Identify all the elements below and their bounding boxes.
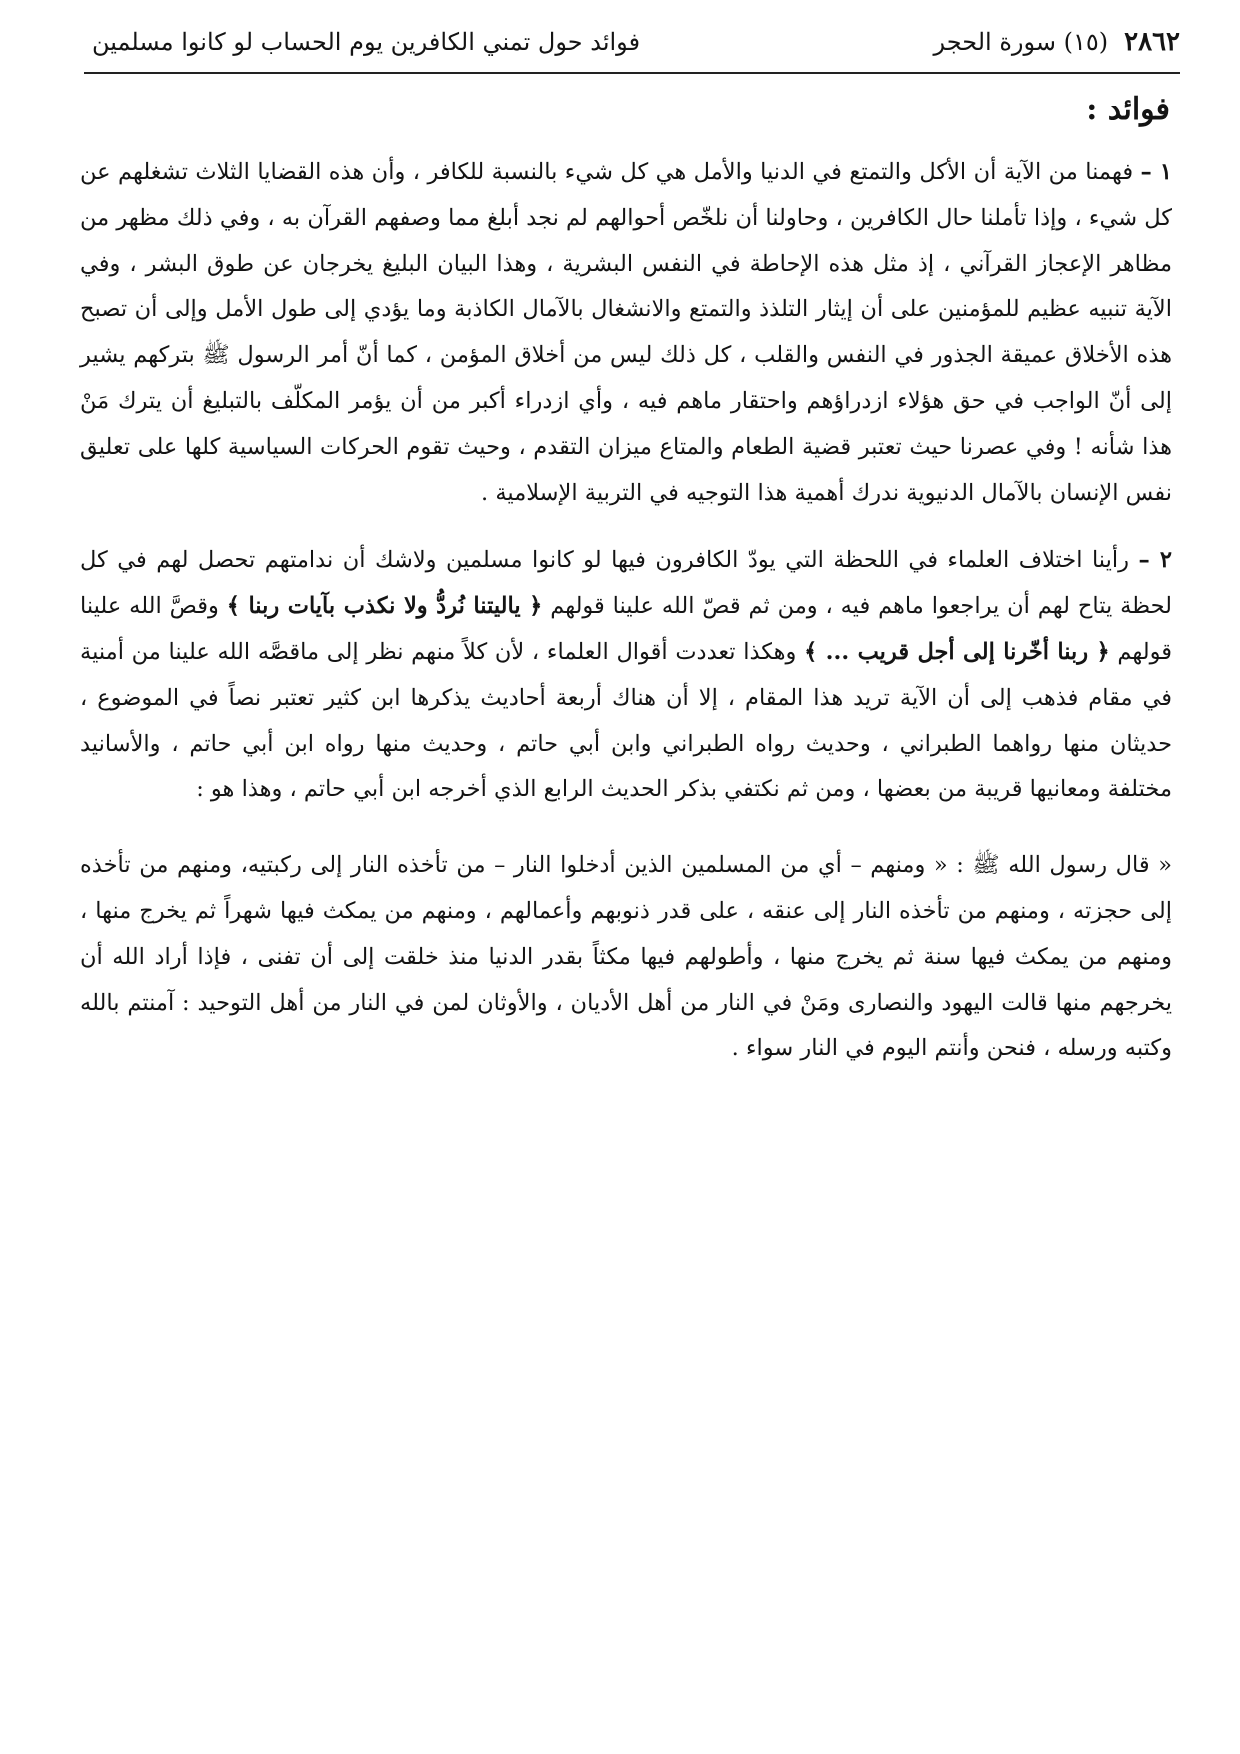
hadith-paragraph bbox=[80, 843, 1172, 1072]
surah-name: (١٥) سورة الحجر bbox=[933, 28, 1109, 56]
paragraph-text: وهكذا تعددت أقوال العلماء ، لأن كلاً منهم نظر إلى ماقصَّه الله علينا من أمنية في مقام فذهب إلى أن الآية تريد هذا المقام ، إلا أن هناك أربعة أحاديث يذكرها ابن كثير تعتبر نصاً في الموضوع ، حديثان منها رواهما الطبراني ، وحديث رواه الطبراني وابن أبي حاتم ، وحديث منها رواه ابن أبي حاتم ، والأسانيد مختلفة ومعانيها قريبة من بعضها ، ومن ثم نكتفي بذكر الحديث الرابع الذي أخرجه ابن أبي حاتم ، وهذا هو : bbox=[80, 638, 1172, 803]
paragraph-number: ١ – bbox=[1140, 159, 1172, 185]
quran-quote: ﴿ ربنا أخّرنا إلى أجل قريب ... ﴾ bbox=[804, 638, 1110, 665]
page-number: ٢٨٦٢ bbox=[1124, 27, 1180, 57]
paragraph-text: فهمنا من الآية أن الأكل والتمتع في الدنيا والأمل هي كل شيء بالنسبة للكافر ، وأن هذه القضايا الثلاث تشغلهم عن كل شيء ، وإذا تأملنا حال الكافرين ، وحاولنا أن نلخّص أحوالهم لم نجد أبلغ مما وصفهم القرآن به ، وفي ذلك مظهر من مظاهر الإعجاز القرآني ، إذ مثل هذه الإحاطة في النفس البشرية ، وهذا البيان البليغ يخرجان عن طوق البشر ، وفي الآية تنبيه عظيم للمؤمنين على أن إيثار التلذذ والتمتع والانشغال بالآمال الكاذبة وما يؤدي إلى طول الأمل وإلى أن تصبح هذه الأخلاق عميقة الجذور في النفس والقلب ، كل ذلك ليس من أخلاق المؤمن ، كما أنّ أمر الرسول ﷺ بتركهم يشير إلى أنّ الواجب في حق هؤلاء ازدراؤهم واحتقار ماهم فيه ، وأي ازدراء أكبر من أن يؤمر المكلّف بالتبليغ أن يترك مَنْ هذا شأنه ! وفي عصرنا حيث تعتبر قضية الطعام والمتاع ميزان التقدم ، وحيث تقوم الحركات السياسية كلها على تعليق نفس الإنسان بالآمال الدنيوية ندرك أهمية هذا التوجيه في التربية الإسلامية . bbox=[80, 159, 1172, 506]
header-topic: فوائد حول تمني الكافرين يوم الحساب لو كانوا مسلمين bbox=[92, 28, 641, 56]
hadith-text: « قال رسول الله ﷺ : « ومنهم – أي من المسلمين الذين أدخلوا النار – من تأخذه النار إلى ركبتيه، ومنهم من تأخذه إلى حجزته ، ومنهم من تأخذه النار إلى عنقه ، على قدر ذنوبهم وأعمالهم ، ومنهم من يمكث فيها شهراً ثم يخرج منها ، ومنهم من يمكث فيها سنة ثم يخرج منها ، وأطولهم فيها مكثاً بقدر الدنيا منذ خلقت إلى أن تفنى ، فإذا أراد الله أن يخرجهم منها قالت اليهود والنصارى ومَنْ في النار من أهل الأديان ، والأوثان لمن في النار من أهل التوحيد : آمنتم بالله وكتبه ورسله ، فنحن وأنتم اليوم في النار سواء . bbox=[80, 852, 1172, 1062]
paragraph-text: رأينا اختلاف العلماء في اللحظة التي يودّ الكافرون فيها لو كانوا مسلمين ولاشك أن ندامتهم تحصل لهم في كل لحظة يتاح لهم أن يراجعوا ماهم فيه ، ومن ثم قصّ الله علينا قولهم bbox=[80, 547, 1173, 620]
paragraph-2 bbox=[80, 538, 1172, 813]
header-divider bbox=[84, 72, 1180, 74]
page-header bbox=[92, 18, 1180, 66]
paragraph-text: وقصَّ الله علينا قولهم bbox=[80, 593, 1172, 665]
paragraph-1 bbox=[80, 150, 1172, 516]
body-text bbox=[80, 150, 1172, 1072]
section-title: فوائد : bbox=[1086, 92, 1170, 127]
paragraph-number: ٢ – bbox=[1138, 547, 1172, 574]
header-right-group bbox=[893, 27, 1180, 57]
quran-quote: ﴿ ياليتنا نُردُّ ولا نكذب بآيات ربنا ﴾ bbox=[226, 593, 543, 620]
